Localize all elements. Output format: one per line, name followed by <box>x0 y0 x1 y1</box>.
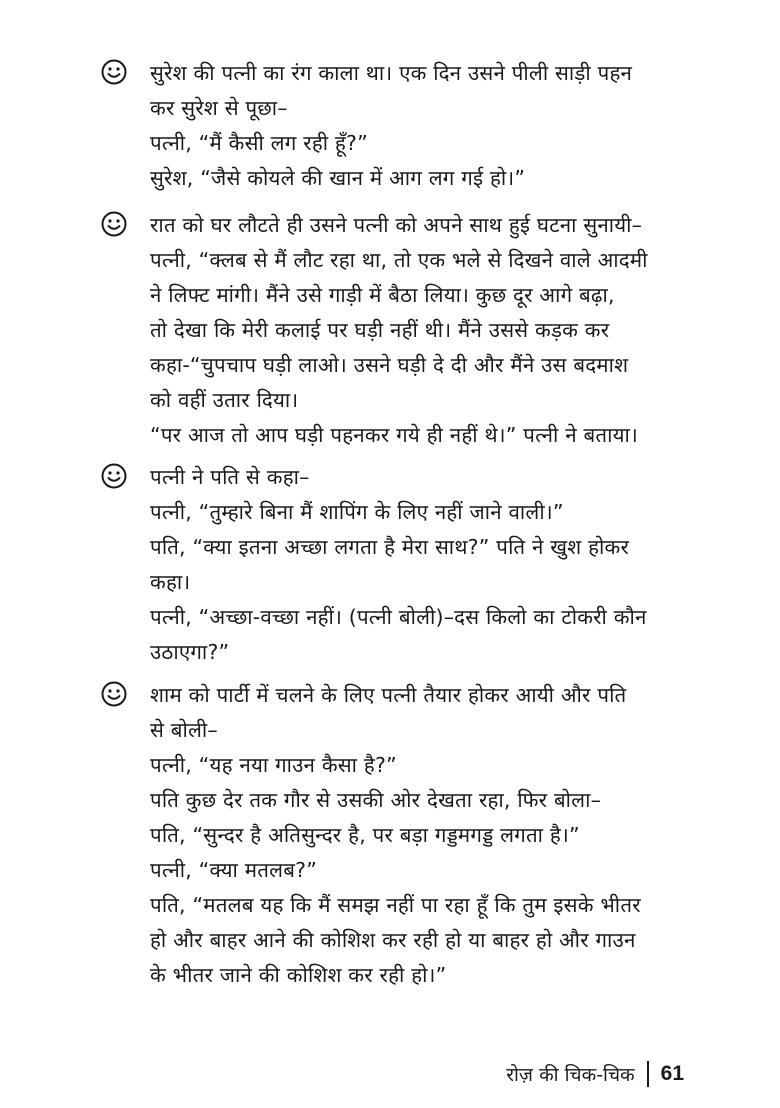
joke-text <box>150 460 710 670</box>
book-title: रोज़ की चिक-चिक <box>506 1064 635 1086</box>
text-line: हो और बाहर आने की कोशिश कर रही हो या बाहर हो और गाउन <box>150 928 636 952</box>
text-line: सुरेश, “जैसे कोयले की खान में आग लग गई हो।” <box>150 166 526 190</box>
text-line: को वहीं उतार दिया। <box>150 388 299 412</box>
text-line: उठाएगा?” <box>150 640 230 664</box>
text-line: पत्नी, “यह नया गाउन कैसा है?” <box>150 753 397 777</box>
text-line: पत्नी, “अच्छा-वच्छा नहीं। (पत्नी बोली)–दस किलो का टोकरी कौन <box>150 605 647 629</box>
text-line: पत्नी ने पति से कहा– <box>150 465 310 489</box>
text-line: से बोली– <box>150 718 218 742</box>
page-footer <box>506 1057 684 1091</box>
text-line: शाम को पार्टी में चलने के लिए पत्नी तैयार होकर आयी और पति <box>150 683 627 707</box>
text-line: ने लिफ्ट मांगी। मैंने उसे गाड़ी में बैठा लिया। कुछ दूर आगे बढ़ा, <box>150 283 615 307</box>
text-line: रात को घर लौटते ही उसने पत्नी को अपने साथ हुई घटना सुनायी– <box>150 213 643 237</box>
text-line: पत्नी, “तुम्हारे बिना मैं शापिंग के लिए नहीं जाने वाली।” <box>150 500 564 524</box>
footer-divider <box>647 1061 649 1087</box>
smiley-icon <box>100 462 128 490</box>
text-line: कहा-“चुपचाप घड़ी लाओ। उसने घड़ी दे दी और मैंने उस बदमाश <box>150 353 629 377</box>
text-line: “पर आज तो आप घड़ी पहनकर गये ही नहीं थे।” पत्नी ने बताया। <box>150 423 638 447</box>
text-line: तो देखा कि मेरी कलाई पर घड़ी नहीं थी। मैंने उससे कड़क कर <box>150 318 610 342</box>
text-line: पत्नी, “क्लब से मैं लौट रहा था, तो एक भले से दिखने वाले आदमी <box>150 248 648 272</box>
text-line: पति कुछ देर तक गौर से उसकी ओर देखता रहा, फिर बोला– <box>150 788 602 812</box>
text-line: पत्नी, “क्या मतलब?” <box>150 858 318 882</box>
text-line: पति, “मतलब यह कि मैं समझ नहीं पा रहा हूँ कि तुम इसके भीतर <box>150 893 641 917</box>
smiley-icon <box>100 58 128 86</box>
joke-text <box>150 56 710 196</box>
smiley-icon <box>100 680 128 708</box>
text-line: पति, “क्या इतना अच्छा लगता है मेरा साथ?” पति ने खुश होकर <box>150 535 630 559</box>
text-line: के भीतर जाने की कोशिश कर रही हो।” <box>150 963 447 987</box>
joke-text <box>150 678 710 993</box>
text-line: पति, “सुन्दर है अतिसुन्दर है, पर बड़ा गड्डमगड्ड लगता है।” <box>150 823 580 847</box>
text-line: सुरेश की पत्नी का रंग काला था। एक दिन उसने पीली साड़ी पहन <box>150 61 633 85</box>
text-line: कहा। <box>150 570 191 594</box>
smiley-icon <box>100 210 128 238</box>
text-line: पत्नी, “मैं कैसी लग रही हूँ?” <box>150 131 368 155</box>
page-number: 61 <box>660 1062 684 1085</box>
text-line: कर सुरेश से पूछा– <box>150 96 288 120</box>
joke-text <box>150 208 710 453</box>
